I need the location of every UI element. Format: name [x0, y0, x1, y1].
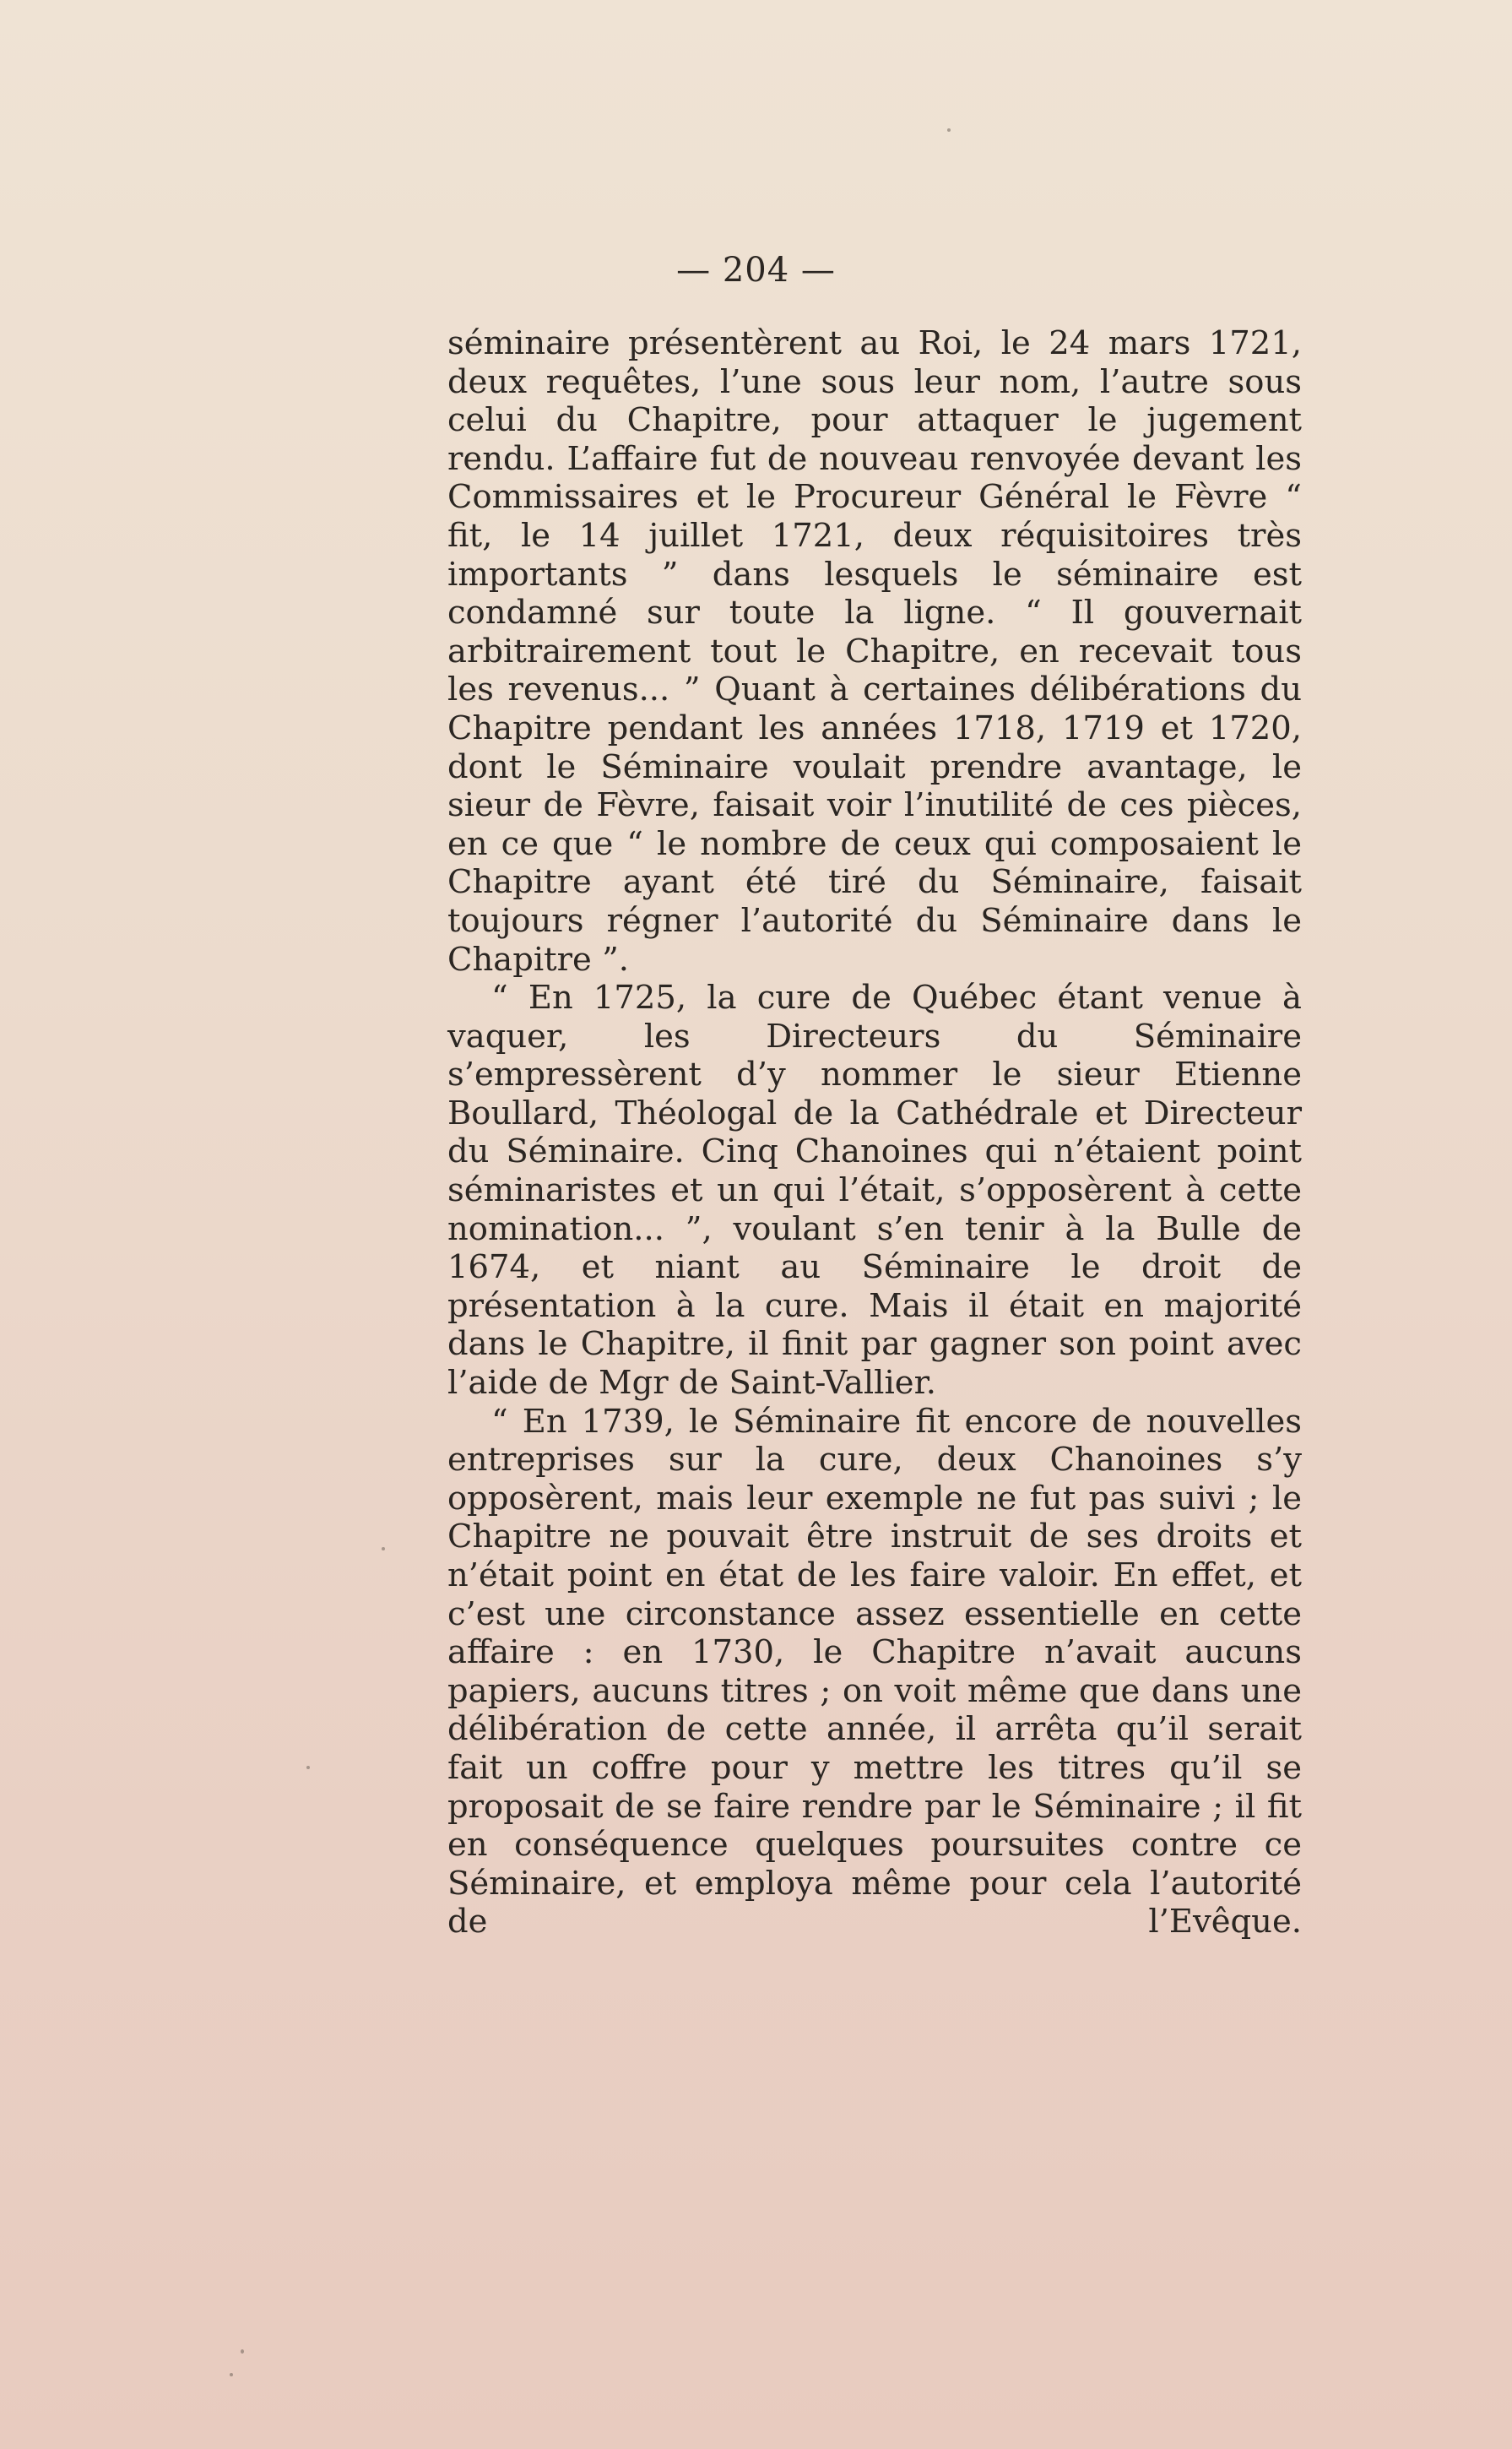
paragraph-3: “ En 1739, le Séminaire fit encore de nouvelles entreprises sur la cure, deux Chanoines s’y opposèrent, mais leur exemple ne fut pas suivi ; le Chapitre ne pouvait être instruit de ses droits et n’était point en état de les faire valoir. En effet, et c’est une circonstance assez essentielle en cette affaire : en 1730, le Chapitre n’avait aucuns papiers, aucuns titres ; on voit même que dans une délibération de cette année, il arrêta qu’il serait fait un coffre pour y mettre les titres qu’il se proposait de se faire rendre par le Séminaire ; il fit en conséquence quelques poursuites contre ce Séminaire, et employa même pour cela l’autorité de l’Evêque. [447, 1402, 1302, 1941]
paragraph-1: séminaire présentèrent au Roi, le 24 mars 1721, deux requêtes, l’une sous leur nom, l’autre sous celui du Chapitre, pour attaquer le jugement rendu. L’affaire fut de nouveau renvoyée devant les Commissaires et le Procureur Général le Fèvre “ fit, le 14 juillet 1721, deux réquisitoires très importants ” dans lesquels le séminaire est condamné sur toute la ligne. “ Il gouvernait arbitrairement tout le Chapitre, en recevait tous les revenus... ” Quant à certaines délibérations du Chapitre pendant les années 1718, 1719 et 1720, dont le Séminaire voulait prendre avantage, le sieur de Fèvre, faisait voir l’inutilité de ces pièces, en ce que “ le nombre de ceux qui composaient le Chapitre ayant été tiré du Séminaire, faisait toujours régner l’autorité du Séminaire dans le Chapitre ”. [447, 324, 1302, 979]
paragraph-2: “ En 1725, la cure de Québec étant venue à vaquer, les Directeurs du Séminaire s’empressèrent d’y nommer le sieur Etienne Boullard, Théologal de la Cathédrale et Directeur du Séminaire. Cinq Chanoines qui n’étaient point séminaristes et un qui l’était, s’opposèrent à cette nomination... ”, voulant s’en tenir à la Bulle de 1674, et niant au Séminaire le droit de présentation à la cure. Mais il était en majorité dans le Chapitre, il finit par gagner son point avec l’aide de Mgr de Saint-Vallier. [447, 979, 1302, 1403]
paper-speck [947, 128, 951, 132]
paper-speck [241, 2349, 244, 2354]
paper-speck [382, 1547, 385, 1550]
paper-speck [230, 2373, 233, 2376]
page-number: — 204 — [676, 251, 836, 290]
paper-speck [306, 1766, 310, 1769]
body-text [447, 324, 1302, 1941]
